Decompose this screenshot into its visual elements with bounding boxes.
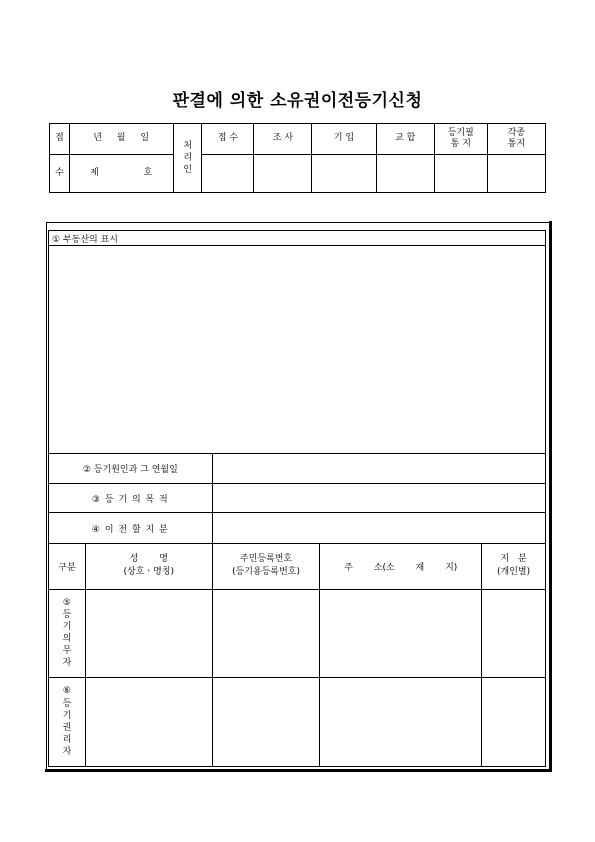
- col-various-notice: 각종 통지: [487, 124, 545, 155]
- application-table: [48, 230, 546, 767]
- col-collation: 교 합: [376, 124, 434, 155]
- cause-field[interactable]: [212, 454, 545, 484]
- page-title: 판결에 의한 소유권이전등기신청: [172, 91, 423, 111]
- purpose-field[interactable]: [212, 484, 545, 513]
- handler-label: 처 리 인: [174, 124, 202, 193]
- cell-entry[interactable]: [312, 155, 376, 193]
- cell-various-notice[interactable]: [487, 155, 545, 193]
- receipt-date-label: 년 월 일: [70, 124, 174, 155]
- obligor-share-field[interactable]: [482, 589, 546, 677]
- header-category: 구분: [49, 543, 86, 589]
- obligor-name-field[interactable]: [85, 589, 212, 677]
- receipt-table: [49, 123, 546, 193]
- col-reception: 접 수: [202, 124, 254, 155]
- col-entry: 기 입: [312, 124, 376, 155]
- receipt-number-label: 제 호: [70, 155, 174, 193]
- share-label: ④ 이 전 할 지 분: [49, 513, 213, 543]
- header-share: 지 분 (개인별): [482, 543, 546, 589]
- receipt-jeop-label: 접: [50, 124, 70, 155]
- header-name: 성 명 (상호ㆍ명칭): [85, 543, 212, 589]
- obligor-address-field[interactable]: [320, 589, 482, 677]
- property-label: ① 부동산의 표시: [49, 231, 546, 246]
- cell-completion-notice[interactable]: [434, 155, 487, 193]
- holder-name-field[interactable]: [85, 677, 212, 766]
- cell-collation[interactable]: [376, 155, 434, 193]
- cell-reception[interactable]: [202, 155, 254, 193]
- col-completion-notice: 등기필 통 지: [434, 124, 487, 155]
- holder-label: ⑥ 등 기 권 리 자: [49, 677, 86, 766]
- header-id: 주민등록번호 (등기용등록번호): [212, 543, 320, 589]
- receipt-su-label: 수: [50, 155, 70, 193]
- header-address: 주 소(소 재 지): [320, 543, 482, 589]
- col-investigation: 조 사: [254, 124, 312, 155]
- holder-address-field[interactable]: [320, 677, 482, 766]
- property-field[interactable]: [49, 246, 546, 454]
- obligor-id-field[interactable]: [212, 589, 320, 677]
- cell-investigation[interactable]: [254, 155, 312, 193]
- purpose-label: ③ 등 기 의 목 적: [49, 484, 213, 513]
- obligor-label: ⑤ 등 기 의 무 자: [49, 589, 86, 677]
- share-field[interactable]: [212, 513, 545, 543]
- holder-share-field[interactable]: [482, 677, 546, 766]
- cause-label: ② 등기원인과 그 연월일: [49, 454, 213, 484]
- holder-id-field[interactable]: [212, 677, 320, 766]
